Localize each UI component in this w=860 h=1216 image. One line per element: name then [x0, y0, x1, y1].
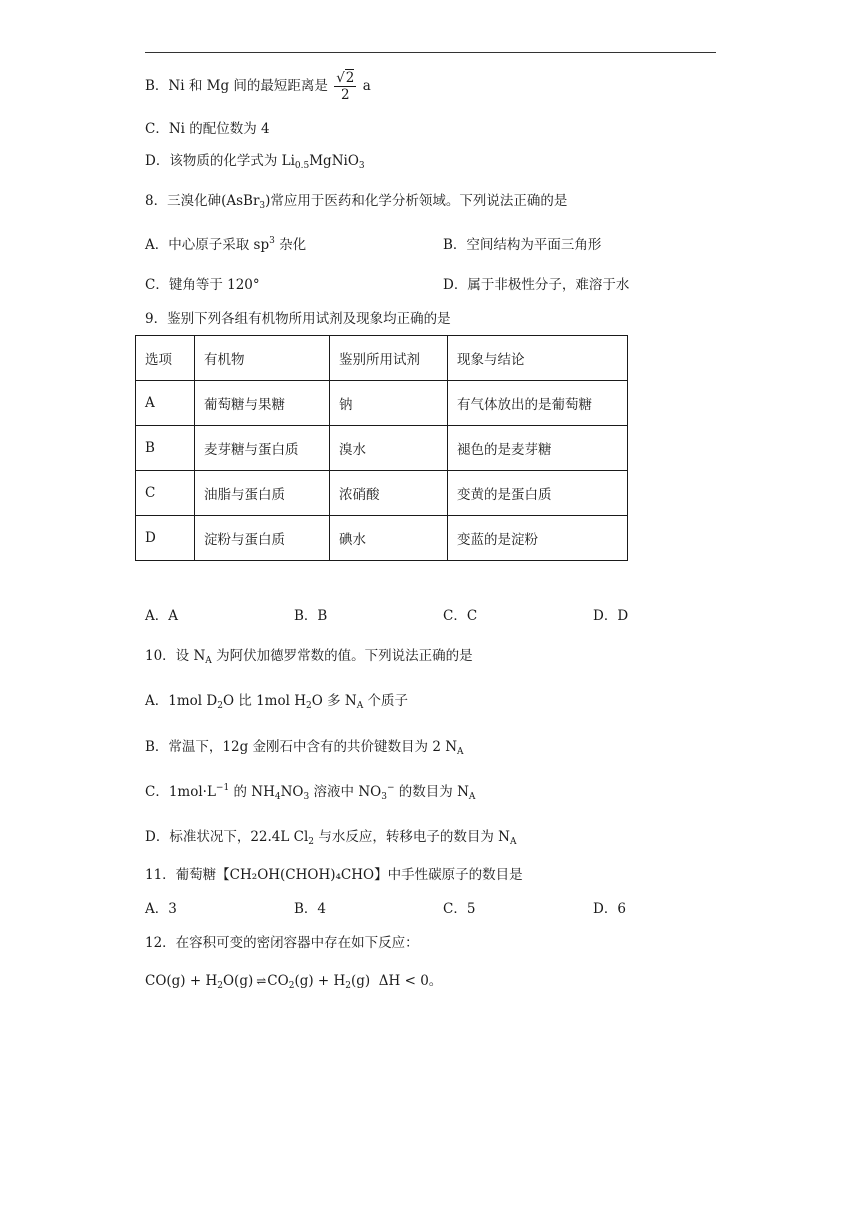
sqrt2-over-2-fraction: $\frac{√2}{2}$: [336, 70, 355, 103]
table-row: [136, 471, 628, 516]
table-cell: 变蓝的是淀粉: [448, 516, 628, 561]
q10-option-a[interactable]: A．1mol $D_2O$ 比 1mol $H_2O$ 多 $N_A$ 个质子: [145, 693, 408, 711]
q8-option-a[interactable]: A．中心原子采取 $sp^3$ 杂化: [145, 236, 307, 253]
q10-option-c[interactable]: C．$1mol\cdot L^{-1}$ 的 $NH_4NO_3$ 溶液中 $NO_3^-$ 的数目为 $N_A$: [145, 783, 476, 802]
q7-option-b-unit: a: [362, 78, 371, 94]
table-row: [136, 516, 628, 561]
q8-option-d[interactable]: D．属于非极性分子，难溶于水: [443, 277, 630, 293]
table-cell: 油脂与蛋白质: [195, 471, 330, 516]
table-cell: 褪色的是麦芽糖: [448, 426, 628, 471]
table-row: [136, 381, 628, 426]
q7-option-c[interactable]: C．Ni 的配位数为 4: [145, 121, 270, 137]
sqrt-icon: √: [336, 70, 345, 86]
q10-stem: 10．设 $N_A$ 为阿伏加德罗常数的值。下列说法正确的是: [145, 648, 473, 666]
table-cell: 碘水: [330, 516, 448, 561]
q7-option-b[interactable]: [145, 70, 371, 103]
q9-option-a[interactable]: A．A: [145, 608, 178, 624]
table-cell: 浓硝酸: [330, 471, 448, 516]
equilibrium-arrow-icon: ⇌: [256, 974, 265, 988]
table-cell: 钠: [330, 381, 448, 426]
q9-option-b[interactable]: B．B: [294, 608, 328, 624]
table-cell: A: [136, 381, 195, 426]
q9-table: [135, 335, 628, 561]
table-header-cell: 现象与结论: [448, 336, 628, 381]
q7-option-d[interactable]: D．该物质的化学式为 $Li_{0.5}MgNiO_3$: [145, 153, 365, 171]
table-header-cell: 鉴别所用试剂: [330, 336, 448, 381]
header-rule: [145, 52, 716, 53]
table-cell: B: [136, 426, 195, 471]
q9-option-c[interactable]: C．C: [443, 608, 478, 624]
table-cell: 溴水: [330, 426, 448, 471]
q11-option-a[interactable]: A．3: [145, 901, 177, 917]
q7-option-b-text: B．Ni 和 Mg 间的最短距离是: [145, 78, 328, 94]
q11-option-c[interactable]: C．5: [443, 901, 476, 917]
q12-stem: 12．在容积可变的密闭容器中存在如下反应：: [145, 935, 419, 951]
q12-equation: $CO(g) + H_2O(g)$ ⇌ $CO_2(g) + H_2(g) \Delta H < 0$。: [145, 973, 443, 991]
q10-option-b[interactable]: B．常温下，12g 金刚石中含有的共价键数目为 2 $N_A$: [145, 739, 464, 757]
table-cell: 淀粉与蛋白质: [195, 516, 330, 561]
table-cell: 变黄的是蛋白质: [448, 471, 628, 516]
q8-option-c[interactable]: C．键角等于 120°: [145, 277, 260, 293]
table-row: [136, 426, 628, 471]
q11-option-d[interactable]: D．6: [593, 901, 626, 917]
q8-stem: 8．三溴化砷(AsBr$_3$)常应用于医药和化学分析领域。下列说法正确的是: [145, 193, 568, 211]
table-cell: C: [136, 471, 195, 516]
table-header-cell: 有机物: [195, 336, 330, 381]
table-cell: D: [136, 516, 195, 561]
q9-option-d[interactable]: D．D: [593, 608, 629, 624]
table-header-row: [136, 336, 628, 381]
table-cell: 有气体放出的是葡萄糖: [448, 381, 628, 426]
table-cell: 麦芽糖与蛋白质: [195, 426, 330, 471]
q11-stem: 11．葡萄糖【CH₂OH(CHOH)₄CHO】中手性碳原子的数目是: [145, 867, 523, 883]
q8-option-b[interactable]: B．空间结构为平面三角形: [443, 237, 602, 253]
q10-option-d[interactable]: D．标准状况下，22.4L $Cl_2$ 与水反应，转移电子的数目为 $N_A$: [145, 829, 517, 847]
q9-stem: 9．鉴别下列各组有机物所用试剂及现象均正确的是: [145, 311, 451, 327]
table-cell: 葡萄糖与果糖: [195, 381, 330, 426]
table-header-cell: 选项: [136, 336, 195, 381]
q11-option-b[interactable]: B．4: [294, 901, 327, 917]
